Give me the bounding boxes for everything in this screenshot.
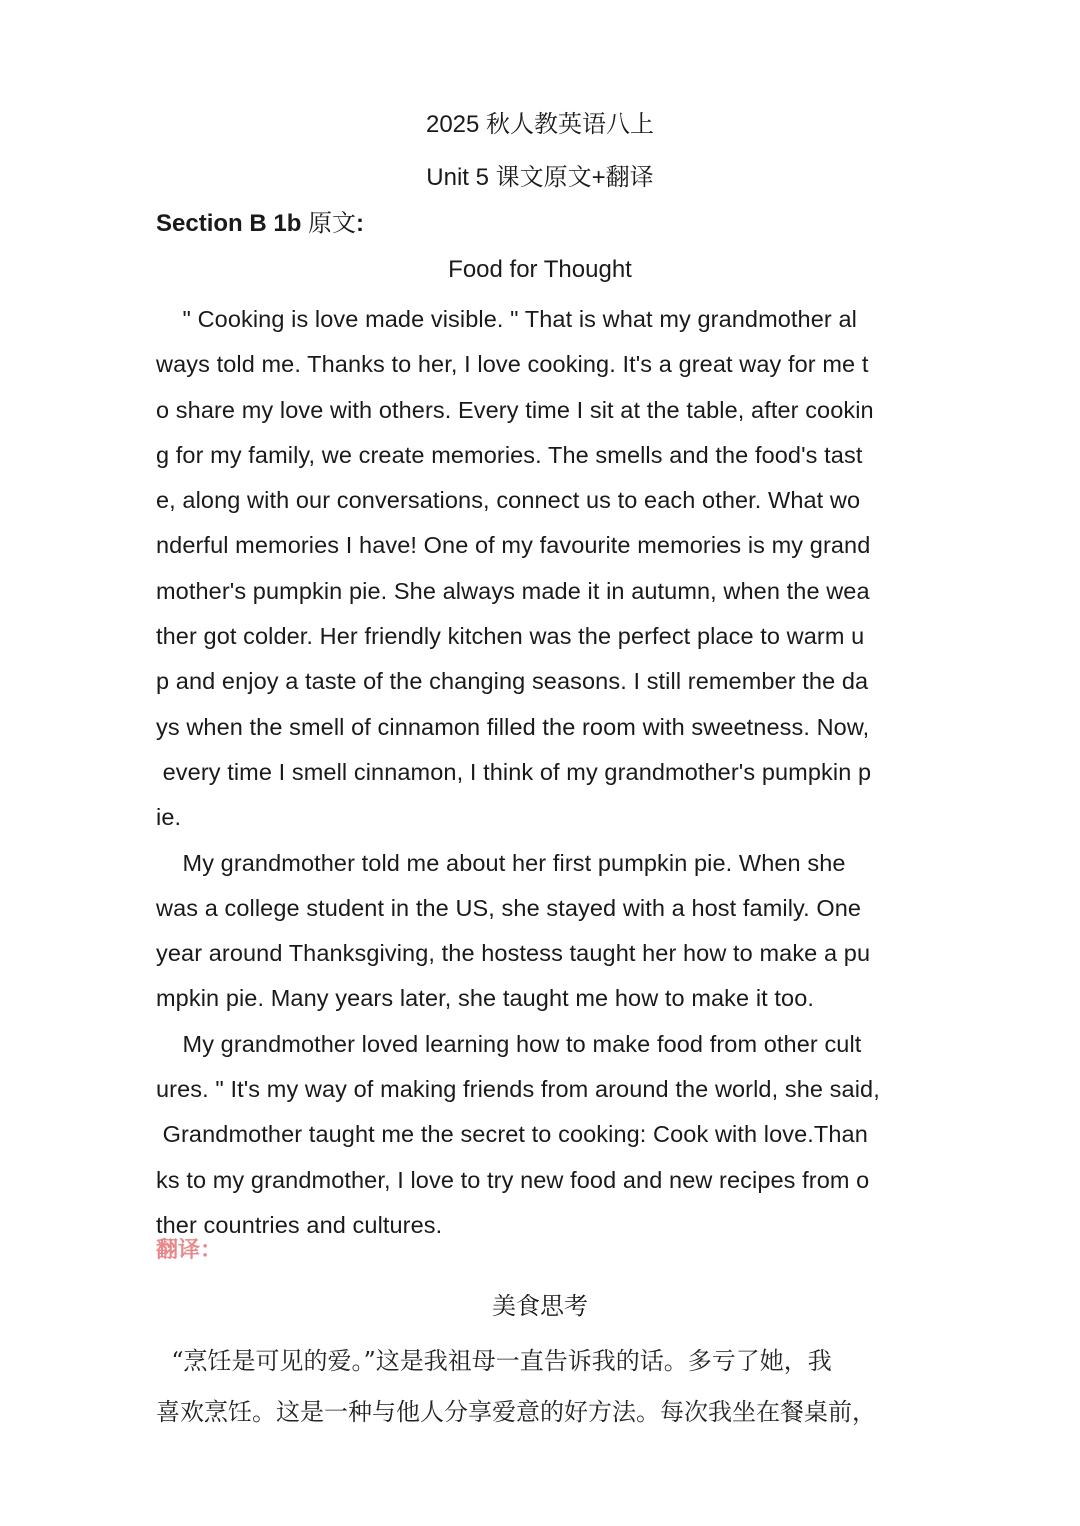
passage-line: e, along with our conversations, connect us to each other. What wo <box>156 487 861 514</box>
passage-line: ie. <box>156 804 182 831</box>
passage-line: My grandmother loved learning how to make food from other cult <box>156 1030 862 1057</box>
passage-line: was a college student in the US, she stayed with a host family. One <box>156 894 862 921</box>
translation-label: 翻译： <box>156 1238 223 1263</box>
translation-body <box>156 1336 936 1438</box>
passage-line: o share my love with others. Every time I sit at the table, after cookin <box>156 396 874 423</box>
translation-line: “烹饪是可见的爱。”这是我祖母一直告诉我的话。多亏了她，我 <box>156 1347 832 1375</box>
passage-line: g for my family, we create memories. The smells and the food's tast <box>156 441 863 468</box>
passage-line: every time I smell cinnamon, I think of my grandmother's pumpkin p <box>156 758 872 785</box>
document-subtitle: Unit 5 课文原文+翻译 <box>426 164 654 191</box>
passage-line: " Cooking is love made visible. " That is what my grandmother al <box>156 306 857 332</box>
passage-line: ther countries and cultures. <box>156 1211 443 1238</box>
section-label-en: Section B 1b <box>156 210 309 237</box>
section-label-zh: 原文 <box>308 209 357 237</box>
passage-line: Grandmother taught me the secret to cooking: Cook with love.Than <box>156 1121 868 1148</box>
section-heading <box>156 206 364 241</box>
passage-line: p and enjoy a taste of the changing seasons. I still remember the da <box>156 668 869 695</box>
passage-line: nderful memories I have! One of my favourite memories is my grand <box>156 532 871 559</box>
translation-line: 喜欢烹饪。这是一种与他人分享爱意的好方法。每次我坐在餐桌前， <box>156 1398 876 1426</box>
passage-line: ures. " It's my way of making friends from around the world, she said, <box>156 1076 880 1103</box>
passage-line: ys when the smell of cinnamon filled the room with sweetness. Now, <box>156 713 870 740</box>
passage-line: mother's pumpkin pie. She always made it in autumn, when the wea <box>156 577 870 604</box>
document-title: 2025 秋人教英语八上 <box>425 111 655 138</box>
passage-title: Food for Thought <box>448 256 632 283</box>
passage-line: ther got colder. Her friendly kitchen was the perfect place to warm u <box>156 623 865 650</box>
translation-title: 美食思考 <box>492 1292 588 1320</box>
passage-body <box>156 297 936 1248</box>
passage-line: year around Thanksgiving, the hostess taught her how to make a pu <box>156 940 871 967</box>
passage-line: ks to my grandmother, I love to try new food and new recipes from o <box>156 1166 870 1193</box>
section-label-colon: : <box>356 210 365 237</box>
passage-line: mpkin pie. Many years later, she taught me how to make it too. <box>156 985 814 1012</box>
passage-line: ways told me. Thanks to her, I love cooking. It's a great way for me t <box>156 351 869 378</box>
passage-line: My grandmother told me about her first pumpkin pie. When she <box>156 849 846 876</box>
